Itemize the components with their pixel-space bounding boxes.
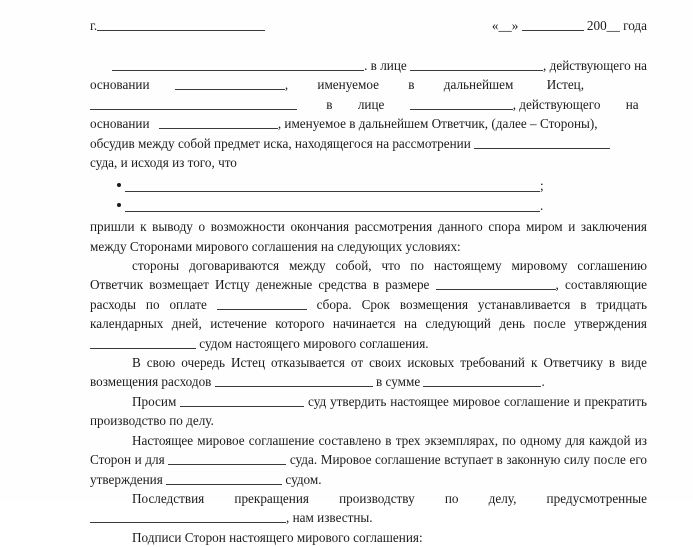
defendant-reimburse-blank-1[interactable] (436, 278, 556, 290)
ground-punct-1: ; (540, 178, 544, 194)
paragraph-copies (90, 431, 647, 489)
paragraph-signatures (90, 528, 647, 547)
parties-line-3-word-4: на (625, 96, 639, 112)
plaintiff-waiver-blank-3[interactable] (423, 375, 541, 387)
parties-line-5 (90, 134, 647, 153)
ground-punct-2: . (540, 197, 544, 213)
parties-line-1-text-2: , действующего на (543, 58, 647, 73)
parties-line-1 (90, 56, 647, 75)
copies-text-0: Настоящее мировое соглашение составлено в трех экземплярах, по одному для каждой из Сторон и для (90, 432, 647, 468)
city-field (90, 16, 265, 35)
header-spacer (90, 38, 647, 56)
parties-line-2-comma: , (284, 77, 289, 93)
paragraph-consequences (90, 489, 647, 528)
conclusion-lead-text-0: пришли к выводу о возможности окончания рассмотрения данного спора миром и заключения между Сторонами мирового соглашения на следующих условиях: (90, 219, 647, 254)
consequences-text-2: , нам известны. (286, 510, 373, 526)
copies-text-2: суда. Мировое соглашение вступает в законную силу после его утверждения (90, 452, 647, 487)
parties-line-3 (90, 95, 647, 114)
parties-block (90, 56, 647, 172)
defendant-reimburse-text-4: сбора. Срок возмещения устанавливается в тридцать календарных дней, истечение которого начинается на следующий день после утверждения (90, 296, 647, 332)
ground-blank-1[interactable] (125, 180, 540, 192)
date-year-word: года (623, 18, 647, 33)
ground-blank-2[interactable] (125, 199, 540, 211)
list-item (90, 175, 647, 194)
document-header (90, 16, 647, 38)
defendant-basis-blank[interactable] (159, 117, 278, 129)
plaintiff-waiver-text-4: . (541, 374, 545, 390)
parties-line-6-text: суда, и исходя из того, что (90, 155, 237, 171)
defendant-reimburse-blank-5[interactable] (90, 336, 196, 348)
grounds-bullet-list (90, 175, 647, 214)
date-year-prefix: 200 (586, 18, 607, 33)
parties-line-3-word-2: лице (357, 96, 385, 112)
defendant-reimburse-text-2: , составляющие расходы по оплате (90, 277, 647, 312)
defendant-rep-blank[interactable] (410, 97, 513, 109)
request-court-blank-1[interactable] (180, 395, 304, 407)
copies-blank-1[interactable] (168, 453, 286, 465)
consequences-blank-1[interactable] (90, 511, 286, 523)
parties-line-1-text-1: . в лице (364, 58, 411, 73)
plaintiff-rep-blank[interactable] (410, 59, 543, 71)
list-item (90, 195, 647, 214)
defendant-reimburse-text-6: судом настоящего мирового соглашения. (196, 335, 429, 351)
document-paragraphs (90, 217, 647, 547)
parties-line-4 (90, 114, 647, 133)
defendant-reimburse-blank-3[interactable] (217, 298, 307, 310)
parties-line-2-word-3: дальнейшем (443, 77, 514, 93)
request-court-text-2: суд утвердить настоящее мировое соглашение и прекратить производство по делу. (90, 393, 647, 429)
copies-blank-3[interactable] (166, 472, 282, 484)
parties-line-6 (90, 153, 647, 172)
city-label: г. (90, 18, 98, 33)
parties-line-5-text: обсудив между собой предмет иска, находящегося на рассмотрении (90, 135, 471, 151)
plaintiff-waiver-blank-1[interactable] (215, 375, 373, 387)
copies-text-4: судом. (282, 471, 322, 487)
paragraph-defendant-reimburse (90, 256, 647, 353)
basis-label-2: основании (90, 116, 150, 132)
defendant-name-blank[interactable] (90, 97, 297, 109)
bullet-dot-icon (117, 183, 121, 187)
parties-line-4-text-2: , именуемое в дальнейшем Ответчик, (далее – Стороны), (277, 116, 598, 132)
consequences-text-0: Последствия прекращения производству по делу, предусмотренные (132, 490, 647, 506)
date-quote-close: » (511, 18, 519, 33)
date-quote-open: « (491, 18, 499, 33)
date-field (492, 16, 647, 35)
court-name-blank-1[interactable] (474, 136, 610, 148)
paragraph-request-court (90, 392, 647, 431)
date-year-blank[interactable]: __ (606, 18, 620, 33)
signatures-text-0: Подписи Сторон настоящего мирового соглашения: (132, 529, 423, 545)
parties-line-2 (90, 75, 647, 94)
basis-label-1: основании (90, 77, 150, 93)
plaintiff-waiver-text-0: В свою очередь Истец отказывается от своих исковых требований к Ответчику в виде возмещения расходов (90, 355, 647, 390)
paragraph-conclusion-lead (90, 217, 647, 256)
document-body (90, 16, 647, 547)
request-court-text-0: Просим (132, 393, 181, 409)
parties-line-3-text-3: , действующего (512, 96, 601, 112)
parties-line-2-word-1: именуемое (317, 77, 379, 93)
paragraph-plaintiff-waiver (90, 353, 647, 392)
parties-line-2-word-2: в (408, 77, 415, 93)
date-day-blank[interactable]: __ (498, 18, 512, 33)
date-month-blank[interactable] (522, 19, 584, 31)
bullet-dot-icon (117, 203, 121, 207)
city-blank[interactable] (97, 19, 265, 31)
plaintiff-name-blank[interactable] (112, 59, 364, 71)
parties-line-3-word-1: в (326, 96, 333, 112)
plaintiff-basis-blank[interactable] (175, 78, 285, 90)
party-role-plaintiff: Истец, (546, 77, 585, 93)
plaintiff-waiver-text-2: в сумме (372, 374, 424, 390)
defendant-reimburse-text-0: стороны договариваются между собой, что по настоящему мировому соглашению Ответчик возмещает Истцу денежные средства в размере (90, 258, 647, 293)
